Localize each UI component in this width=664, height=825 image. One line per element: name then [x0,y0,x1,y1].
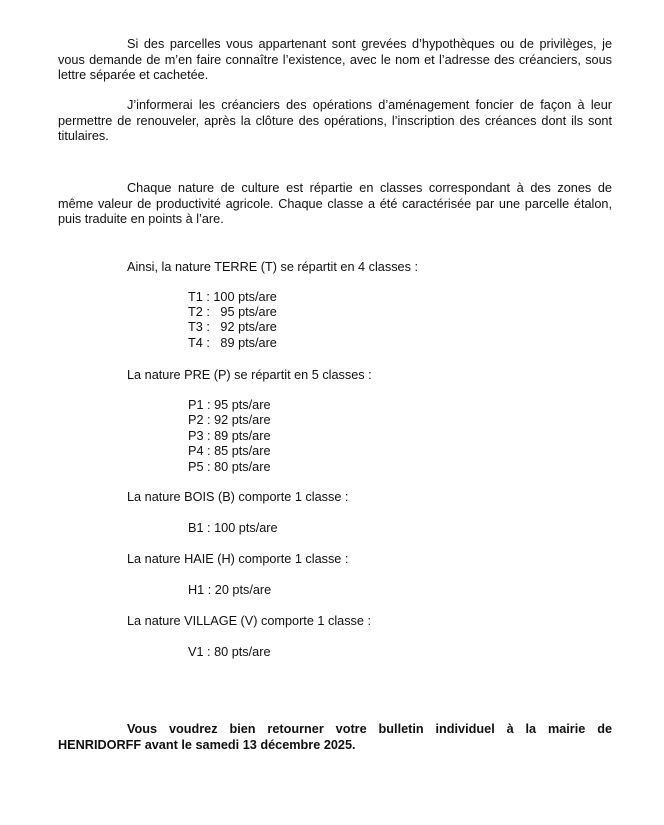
nature-bois-intro: La nature BOIS (B) comporte 1 classe : [127,490,349,504]
class-v1: V1 : 80 pts/are [188,645,271,659]
nature-village-intro: La nature VILLAGE (V) comporte 1 classe : [127,614,371,628]
nature-pre-intro: La nature PRE (P) se répartit en 5 classes : [127,368,372,382]
class-b1: B1 : 100 pts/are [188,521,278,535]
paragraph-mortgages: Si des parcelles vous appartenant sont grevées d’hypothèques ou de privilèges, je vous demande de m’en faire connaître l’existence, avec le nom et l’adresse des créanciers, sous lettre séparée et cachetée. [58,37,612,82]
class-p5: P5 : 80 pts/are [188,460,271,474]
class-t1: T1 : 100 pts/are [188,290,277,304]
closing-notice: Vous voudrez bien retourner votre bulletin individuel à la mairie de HENRIDORFF avant le samedi 13 décembre 2025. [58,722,612,752]
nature-terre-intro: Ainsi, la nature TERRE (T) se répartit en 4 classes : [127,260,418,274]
nature-haie-intro: La nature HAIE (H) comporte 1 classe : [127,552,349,566]
paragraph-creditors: J’informerai les créanciers des opérations d’aménagement foncier de façon à leur permettre de renouveler, après la clôture des opérations, l’inscription des créances dont ils sont titulaires. [58,98,612,143]
class-p3: P3 : 89 pts/are [188,429,271,443]
class-t3: T3 : 92 pts/are [188,320,277,334]
class-t2: T2 : 95 pts/are [188,305,277,319]
class-p1: P1 : 95 pts/are [188,398,271,412]
class-p4: P4 : 85 pts/are [188,444,271,458]
class-t4: T4 : 89 pts/are [188,336,277,350]
class-p2: P2 : 92 pts/are [188,413,271,427]
class-h1: H1 : 20 pts/are [188,583,272,597]
paragraph-culture-classes: Chaque nature de culture est répartie en classes correspondant à des zones de même valeur de productivité agricole. Chaque classe a été caractérisée par une parcelle étalon, puis traduite en points à l’are. [58,181,612,226]
